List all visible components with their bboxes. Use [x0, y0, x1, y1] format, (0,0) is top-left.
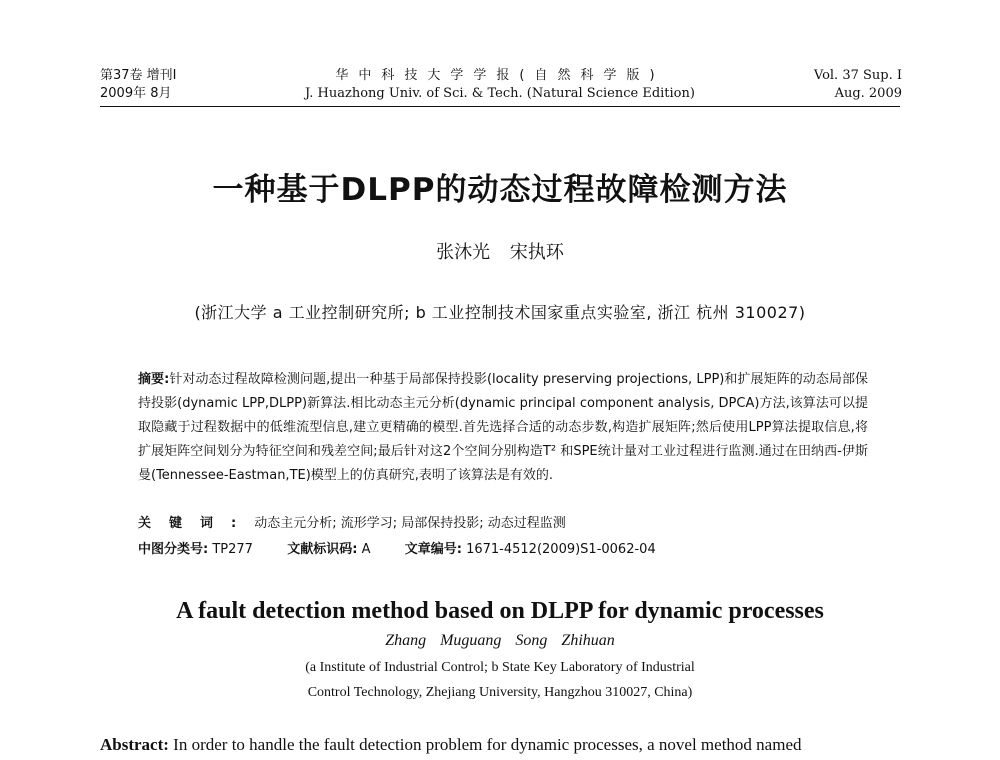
abstract-en-label: Abstract: — [100, 735, 169, 754]
volume-issue-en: Vol. 37 Sup. Ⅰ — [813, 68, 902, 83]
journal-volume-info-en — [814, 67, 902, 103]
authors-en: Zhang Muguang Song Zhihuan — [385, 632, 615, 649]
publication-date-en: Aug. 2009 — [834, 86, 902, 101]
authors-cn: 张沐光 宋执环 — [436, 242, 564, 263]
journal-name-en: J. Huazhong Univ. of Sci. & Tech. (Natural Science Edition) — [305, 86, 695, 101]
publication-date: 2009年 8月 — [100, 86, 172, 101]
abstract-en-text: In order to handle the fault detection problem for dynamic processes, a novel method named — [168, 735, 802, 754]
abstract-cn-label: 摘要: — [138, 372, 170, 387]
clc-label: 中图分类号: — [138, 542, 209, 557]
paper-title-en: A fault detection method based on DLPP for dynamic processes — [176, 598, 824, 624]
classification-line — [138, 538, 656, 557]
article-number-label: 文章编号: — [404, 542, 462, 557]
keywords-text: 动态主元分析; 流形学习; 局部保持投影; 动态过程监测 — [254, 516, 566, 531]
abstract-cn-text: 针对动态过程故障检测问题,提出一种基于局部保持投影(locality preserving projections, LPP)和扩展矩阵的动态局部保持投影(dynamic LPP,DLPP)新算法.相比动态主元分析(dynamic principal component analysis, DPCA)方法,该算法可以提取隐藏于过程数据中的低维流型信息,建立更精确的模型.首先选择合适的动态步数,构造扩展矩阵;然后使用LPP算法提取信息,将扩展矩阵空间划分为特征空间和残差空间;最后针对这2个空间分别构造T² 和SPE统计量对工业过程进行监测.通过在田纳西-伊斯曼(Tennessee-Eastman,TE)模型上的仿真研究,表明了该算法是有效的. — [138, 372, 869, 483]
header-rule — [100, 106, 900, 107]
doc-code-label: 文献标识码: — [287, 542, 358, 557]
clc-value: TP277 — [212, 542, 253, 557]
keywords-label: 关键词: — [138, 516, 255, 531]
doc-code-value: A — [361, 542, 371, 557]
affiliation-cn: (浙江大学 a 工业控制研究所; b 工业控制技术国家重点实验室, 浙江 杭州 310027) — [194, 303, 806, 322]
abstract-cn — [138, 368, 868, 488]
affiliation-en-line1: (a Institute of Industrial Control; b State Key Laboratory of Industrial — [305, 660, 695, 675]
affiliation-en-line2: Control Technology, Zhejiang University, Hangzhou 310027, China) — [307, 685, 693, 700]
keywords-cn — [138, 512, 566, 531]
article-number-value: 1671-4512(2009)S1-0062-04 — [466, 542, 656, 557]
paper-title-cn: 一种基于DLPP的动态过程故障检测方法 — [212, 172, 788, 208]
abstract-en — [100, 735, 900, 755]
volume-issue: 第37卷 增刊Ⅰ — [100, 68, 177, 83]
journal-name-cn: 华中科技大学学报(自然科学版) — [335, 68, 665, 83]
